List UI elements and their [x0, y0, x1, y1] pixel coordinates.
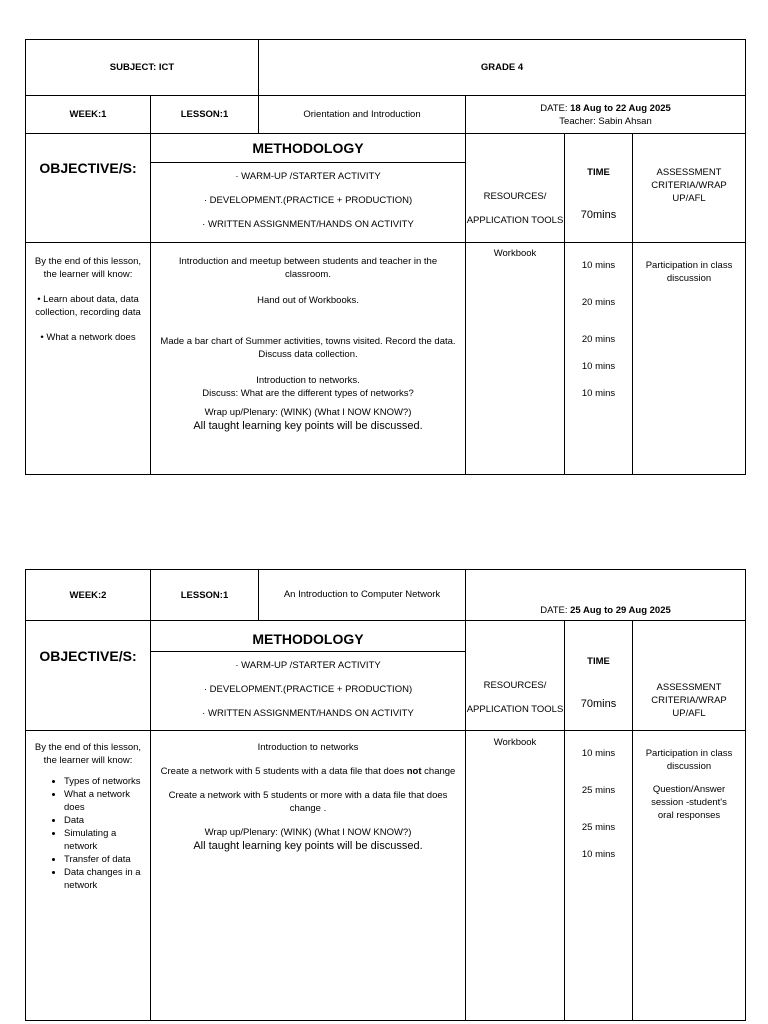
method-create-static-bold: not [406, 766, 422, 777]
application-tools-heading: APPLICATION TOOLS [466, 215, 564, 226]
date-teacher-cell [466, 96, 746, 134]
lesson-plan-week1 [25, 39, 746, 475]
method-wrapup: Wrap up/Plenary: (WINK) (What I NOW KNOW?) [204, 407, 412, 418]
objectives-heading: OBJECTIVE/S: [39, 160, 137, 176]
topic-cell: An Introduction to Computer Network [259, 570, 466, 621]
time-item: 25 mins [581, 785, 616, 796]
method-line-warmup: · WARM-UP /STARTER ACTIVITY [235, 660, 381, 671]
time-heading-cell [565, 134, 633, 243]
method-wrapup: Wrap up/Plenary: (WINK) (What I NOW KNOW?) [204, 827, 412, 838]
methodology-heading: METHODOLOGY [151, 621, 465, 652]
objective-item: • Simulating a network [64, 827, 146, 853]
assessment-heading-cell [633, 621, 746, 731]
resources-body: Workbook [466, 243, 565, 475]
method-line-development: · DEVELOPMENT.(PRACTICE + PRODUCTION) [203, 684, 413, 695]
methodology-cell [151, 621, 466, 731]
time-heading: TIME [587, 656, 610, 667]
objective-item: • Data changes in a network [64, 866, 146, 892]
method-discuss: Discuss: What are the different types of networks? [202, 388, 414, 399]
resources-body: Workbook [466, 731, 565, 1021]
lesson-cell: LESSON:1 [151, 96, 259, 134]
resources-heading: RESOURCES/ [483, 680, 547, 691]
objectives-intro: By the end of this lesson, the learner will know: [34, 256, 142, 280]
week-cell: WEEK:2 [26, 570, 151, 621]
date-value: 18 Aug to 22 Aug 2025 [570, 102, 671, 114]
time-item: 10 mins [581, 361, 616, 372]
assessment-body: Participation in class discussion [633, 243, 746, 475]
time-total: 70mins [580, 698, 617, 710]
time-item: 20 mins [581, 334, 616, 345]
method-bar-chart: Made a bar chart of Summer activities, towns visited. Record the data. Discuss data collection. [160, 336, 456, 360]
methodology-cell [151, 134, 466, 243]
time-item: 10 mins [581, 260, 616, 271]
objective-item: • Learn about data, data collection, recording data [35, 294, 141, 318]
assessment-heading: ASSESSMENT CRITERIA/WRAP UP/AFL [651, 682, 727, 719]
method-line-development: · DEVELOPMENT.(PRACTICE + PRODUCTION) [203, 195, 413, 206]
application-tools-heading: APPLICATION TOOLS [466, 704, 564, 715]
time-item: 20 mins [581, 297, 616, 308]
objective-item: • Types of networks [64, 775, 146, 788]
week-cell: WEEK:1 [26, 96, 151, 134]
method-intro: Introduction and meetup between students and teacher in the classroom. [178, 256, 438, 280]
method-line-written: · WRITTEN ASSIGNMENT/HANDS ON ACTIVITY [202, 708, 414, 719]
times-body [565, 731, 633, 1021]
resources-heading: RESOURCES/ [483, 191, 547, 202]
resources-heading-cell [466, 134, 565, 243]
assessment-participation: Participation in class discussion [645, 748, 733, 772]
method-networks: Introduction to networks. [256, 375, 360, 386]
objective-item: • What a network does [40, 332, 136, 343]
date-label: DATE: [540, 605, 571, 616]
objectives-intro: By the end of this lesson, the learner will know: [34, 742, 142, 766]
objective-item: • Data [64, 814, 146, 827]
method-taught: All taught learning key points will be discussed. [193, 840, 423, 852]
times-body [565, 243, 633, 475]
objective-item: • Transfer of data [64, 853, 146, 866]
time-item: 10 mins [581, 748, 616, 759]
time-item: 10 mins [581, 849, 616, 860]
methodology-heading: METHODOLOGY [151, 134, 465, 163]
assessment-body [633, 731, 746, 1021]
methodology-body [151, 731, 466, 1021]
method-intro: Introduction to networks [257, 742, 359, 753]
method-create-static-b: change [421, 766, 456, 777]
objectives-list [38, 775, 146, 892]
method-create-change: Create a network with 5 students or more with a data file that does change . [168, 790, 448, 814]
time-item: 25 mins [581, 822, 616, 833]
objectives-body [26, 243, 151, 475]
objectives-body [26, 731, 151, 1021]
topic-cell: Orientation and Introduction [259, 96, 466, 134]
assessment-heading: ASSESSMENT CRITERIA/WRAP UP/AFL [651, 167, 727, 204]
methodology-body [151, 243, 466, 475]
objectives-heading-cell [26, 134, 151, 243]
date-cell [466, 570, 746, 621]
method-create-static-a: Create a network with 5 students with a data file that does [160, 766, 407, 777]
method-create-static [157, 765, 459, 778]
method-line-written: · WRITTEN ASSIGNMENT/HANDS ON ACTIVITY [202, 219, 414, 230]
resources-heading-cell [466, 621, 565, 731]
lesson-plan-week2 [25, 569, 746, 1021]
assessment-heading-cell [633, 134, 746, 243]
teacher-name: Teacher: Sabin Ahsan [559, 115, 652, 127]
time-item: 10 mins [581, 388, 616, 399]
date-label: DATE: [540, 102, 571, 114]
objectives-heading-cell [26, 621, 151, 731]
time-heading-cell [565, 621, 633, 731]
time-heading: TIME [587, 167, 610, 178]
lesson-cell: LESSON:1 [151, 570, 259, 621]
assessment-question-answer: Question/Answer session -student's oral responses [651, 784, 727, 821]
grade-cell: GRADE 4 [259, 40, 746, 96]
date-value: 25 Aug to 29 Aug 2025 [570, 605, 671, 616]
method-handout: Hand out of Workbooks. [257, 295, 359, 306]
objectives-heading: OBJECTIVE/S: [39, 647, 137, 664]
time-total: 70mins [580, 209, 617, 221]
method-line-warmup: · WARM-UP /STARTER ACTIVITY [235, 171, 381, 182]
subject-cell: SUBJECT: ICT [26, 40, 259, 96]
method-taught: All taught learning key points will be discussed. [193, 420, 423, 432]
objective-item: • What a network does [64, 788, 146, 814]
